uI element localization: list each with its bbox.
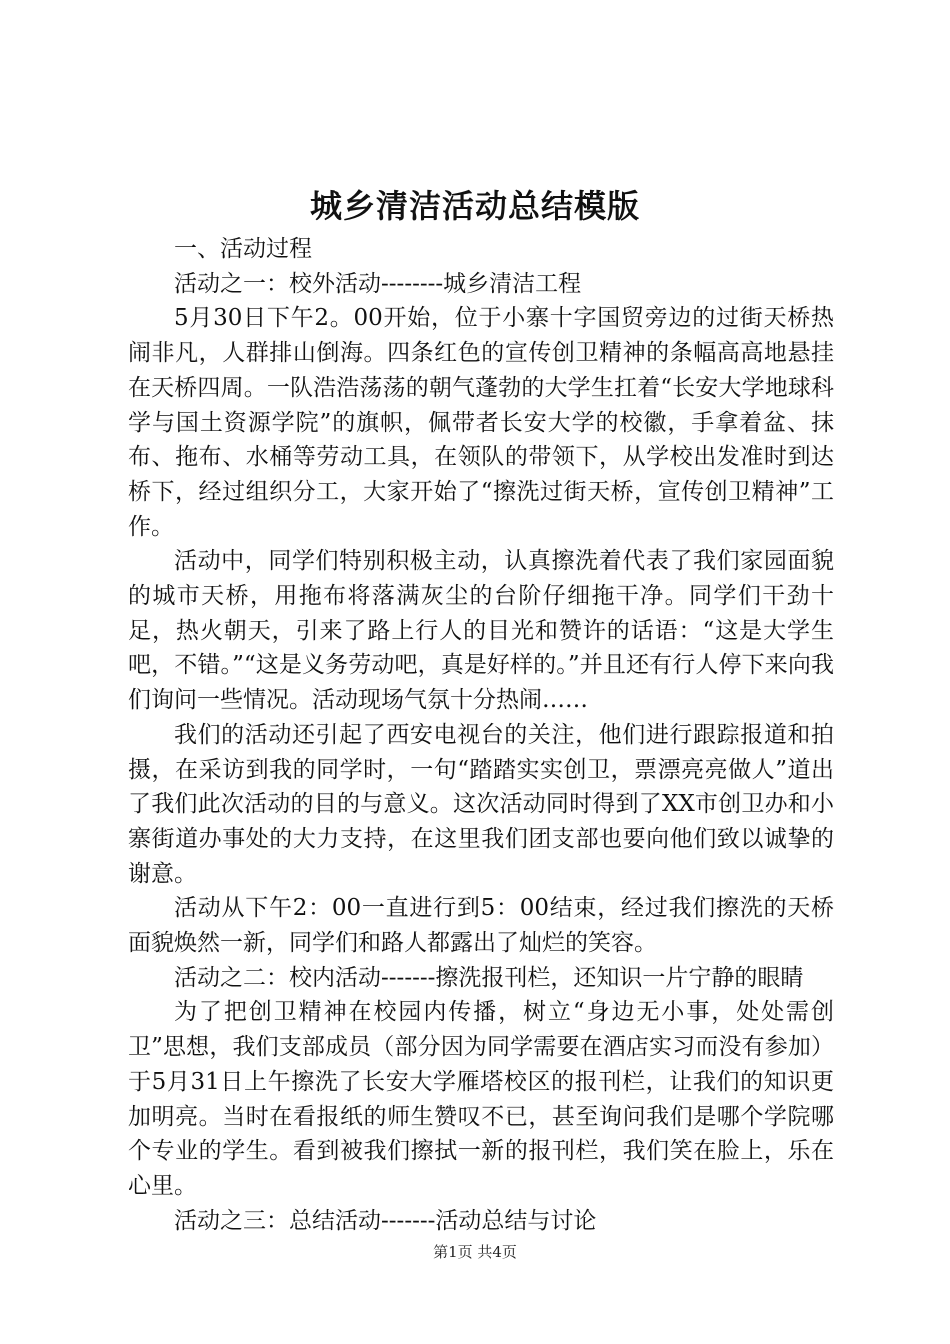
section-heading: 一、活动过程 bbox=[174, 236, 312, 262]
body-paragraph: 活动中，同学们特别积极主动，认真擦洗着代表了我们家园面貌的城市天桥，用拖布将落满灰尘的台阶仔细拖干净。同学们干劲十足，热火朝天，引来了路上行人的目光和赞许的话语：“这是大学生吧，不错。”“这是义务劳动吧，真是好样的。”并且还有行人停下来向我们询问一些情况。活动现场气氛十分热闹…… bbox=[128, 548, 834, 714]
document-body bbox=[128, 232, 834, 1238]
page-footer: 第1页 共4页 bbox=[433, 1243, 517, 1261]
activity-heading-2: 活动之二：校内活动-------擦洗报刊栏，还知识一片宁静的眼睛 bbox=[174, 964, 804, 991]
body-paragraph: 我们的活动还引起了西安电视台的关注，他们进行跟踪报道和拍摄，在采访到我的同学时，一句“踏踏实实创卫，票漂亮亮做人”道出了我们此次活动的目的与意义。这次活动同时得到了XX市创卫办和小寨街道办事处的大力支持，在这里我们团支部也要向他们致以诚挚的谢意。 bbox=[128, 721, 834, 887]
document-title: 城乡清洁活动总结模版 bbox=[309, 187, 640, 225]
activity-heading-3: 活动之三：总结活动-------活动总结与讨论 bbox=[174, 1207, 597, 1234]
body-paragraph: 活动从下午2：00一直进行到5：00结束，经过我们擦洗的天桥面貌焕然一新，同学们和路人都露出了灿烂的笑容。 bbox=[128, 895, 834, 957]
body-paragraph: 5月30日下午2。00开始，位于小寨十字国贸旁边的过街天桥热闹非凡，人群排山倒海。四条红色的宣传创卫精神的条幅高高地悬挂在天桥四周。一队浩浩荡荡的朝气蓬勃的大学生扛着“长安大学地球科学与国土资源学院”的旗帜，佩带者长安大学的校徽，手拿着盆、抹布、拖布、水桶等劳动工具，在领队的带领下，从学校出发准时到达桥下，经过组织分工，大家开始了“擦洗过街天桥，宣传创卫精神”工作。 bbox=[128, 305, 834, 540]
activity-heading-1: 活动之一：校外活动--------城乡清洁工程 bbox=[174, 270, 582, 297]
body-paragraph: 为了把创卫精神在校园内传播，树立“身边无小事，处处需创卫”思想，我们支部成员（部分因为同学需要在酒店实习而没有参加）于5月31日上午擦洗了长安大学雁塔校区的报刊栏，让我们的知识更加明亮。当时在看报纸的师生赞叹不已，甚至询问我们是哪个学院哪个专业的学生。看到被我们擦拭一新的报刊栏，我们笑在脸上，乐在心里。 bbox=[128, 999, 834, 1199]
